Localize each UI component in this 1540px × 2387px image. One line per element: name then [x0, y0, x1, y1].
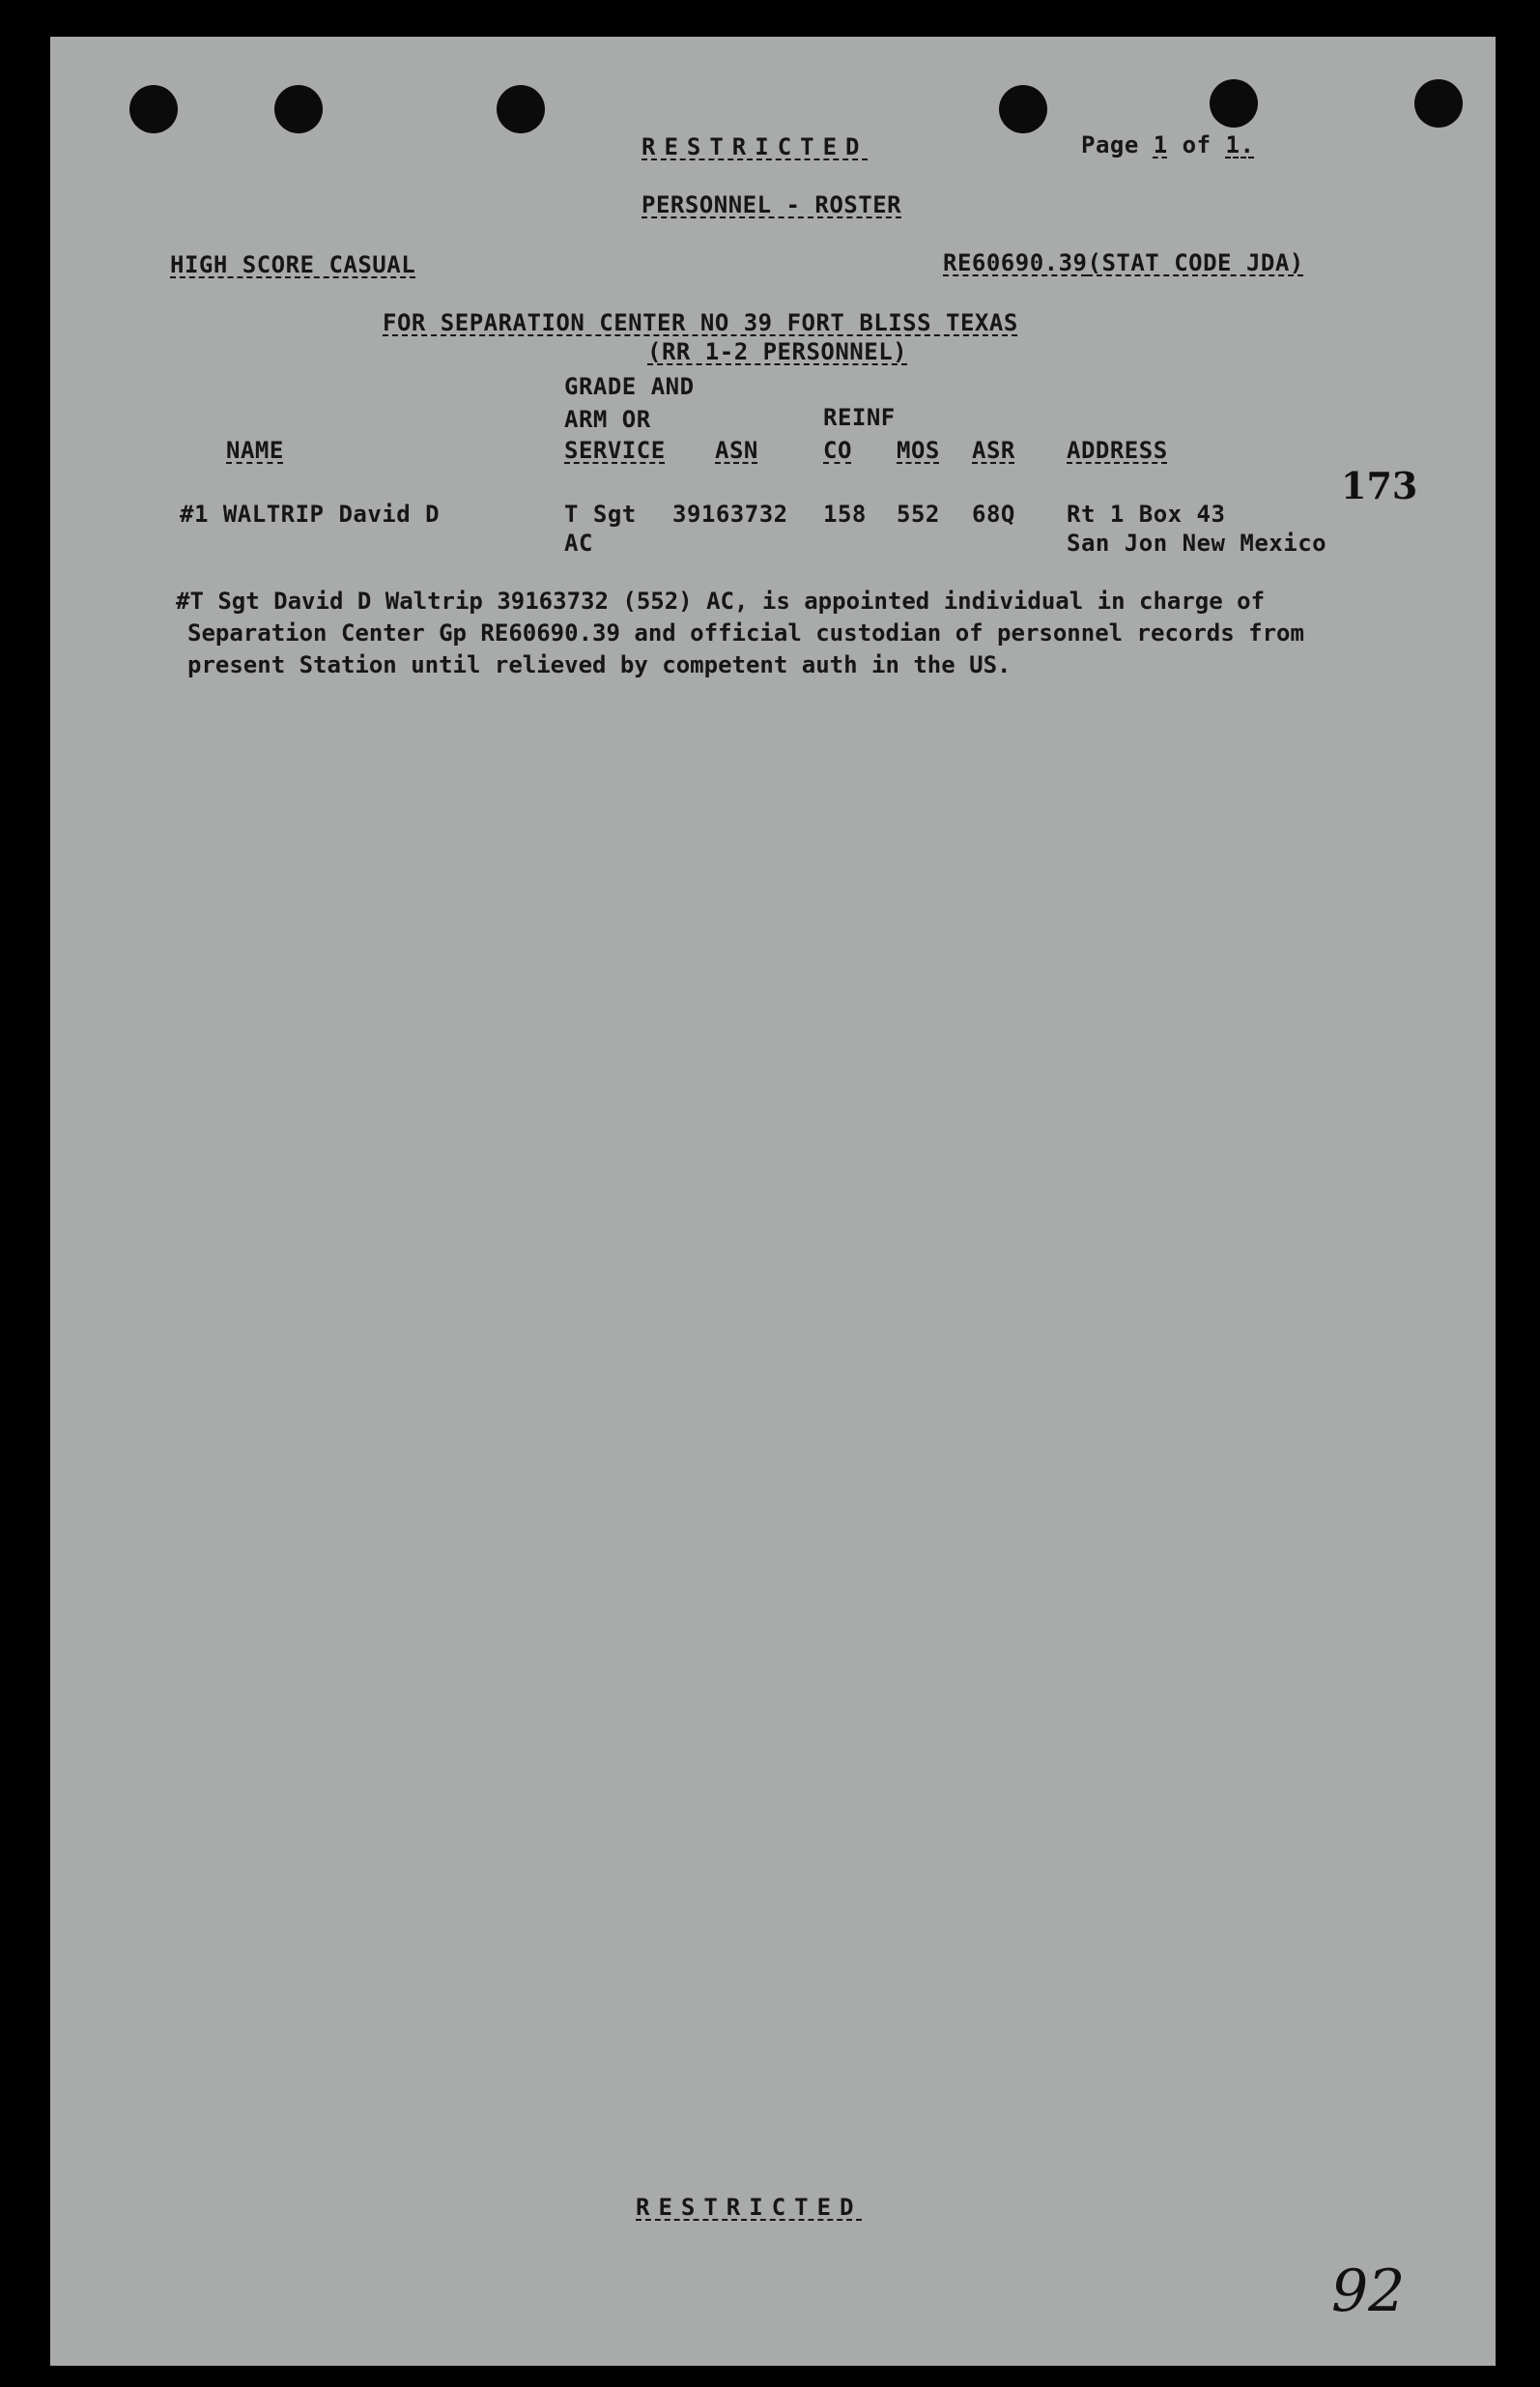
page-indicator [1081, 131, 1254, 158]
page-total: 1. [1225, 131, 1255, 158]
page-number: 1 [1153, 131, 1168, 158]
note-line-3: present Station until relieved by competent auth in the US. [187, 651, 1012, 678]
unit-name: HIGH SCORE CASUAL [170, 251, 416, 278]
punch-hole [1414, 79, 1463, 128]
header-grade-l1: GRADE AND [564, 373, 695, 400]
header-grade-l3: SERVICE [564, 437, 666, 464]
restricted-bottom: RESTRICTED [636, 2194, 863, 2221]
note-line-1: #T Sgt David D Waltrip 39163732 (552) AC, is appointed individual in charge of [176, 588, 1266, 615]
header-asn: ASN [715, 437, 758, 464]
row-asn: 39163732 [672, 501, 788, 528]
punch-hole [497, 85, 545, 133]
stamp-number: 173 [1341, 464, 1418, 507]
row-address-l1: Rt 1 Box 43 [1067, 501, 1226, 528]
center-line-2: (RR 1-2 PERSONNEL) [647, 338, 908, 365]
punch-hole [1210, 79, 1258, 128]
center-line-1: FOR SEPARATION CENTER NO 39 FORT BLISS TEXAS [383, 309, 1018, 336]
punch-hole [129, 85, 178, 133]
punch-hole [999, 85, 1047, 133]
header-address: ADDRESS [1067, 437, 1168, 464]
row-name: #1 WALTRIP David D [180, 501, 441, 528]
row-asr: 68Q [972, 501, 1015, 528]
header-reinf-l1: REINF [823, 404, 896, 431]
row-grade: T Sgt [564, 501, 637, 528]
punch-hole [274, 85, 323, 133]
header-name: NAME [226, 437, 284, 464]
row-mos: 552 [897, 501, 940, 528]
header-mos: MOS [897, 437, 940, 464]
row-service: AC [564, 530, 593, 557]
header-asr: ASR [972, 437, 1015, 464]
page-label: Page [1081, 131, 1139, 158]
header-reinf-l2: CO [823, 437, 852, 464]
note-line-2: Separation Center Gp RE60690.39 and official custodian of personnel records from [187, 619, 1304, 647]
document-page [50, 37, 1496, 2366]
page-of: of [1182, 131, 1212, 158]
row-co: 158 [823, 501, 867, 528]
appointment-note [176, 586, 1304, 681]
header-grade-l2: ARM OR [564, 406, 651, 433]
group-code-value: RE60690.39 [943, 249, 1088, 276]
roster-subtitle: PERSONNEL - ROSTER [642, 191, 902, 218]
handwritten-page-number: 92 [1331, 2258, 1406, 2325]
group-code [943, 249, 1304, 276]
restricted-top: RESTRICTED [642, 133, 869, 160]
row-address-l2: San Jon New Mexico [1067, 530, 1327, 557]
stat-code: (STAT CODE JDA) [1087, 249, 1304, 276]
